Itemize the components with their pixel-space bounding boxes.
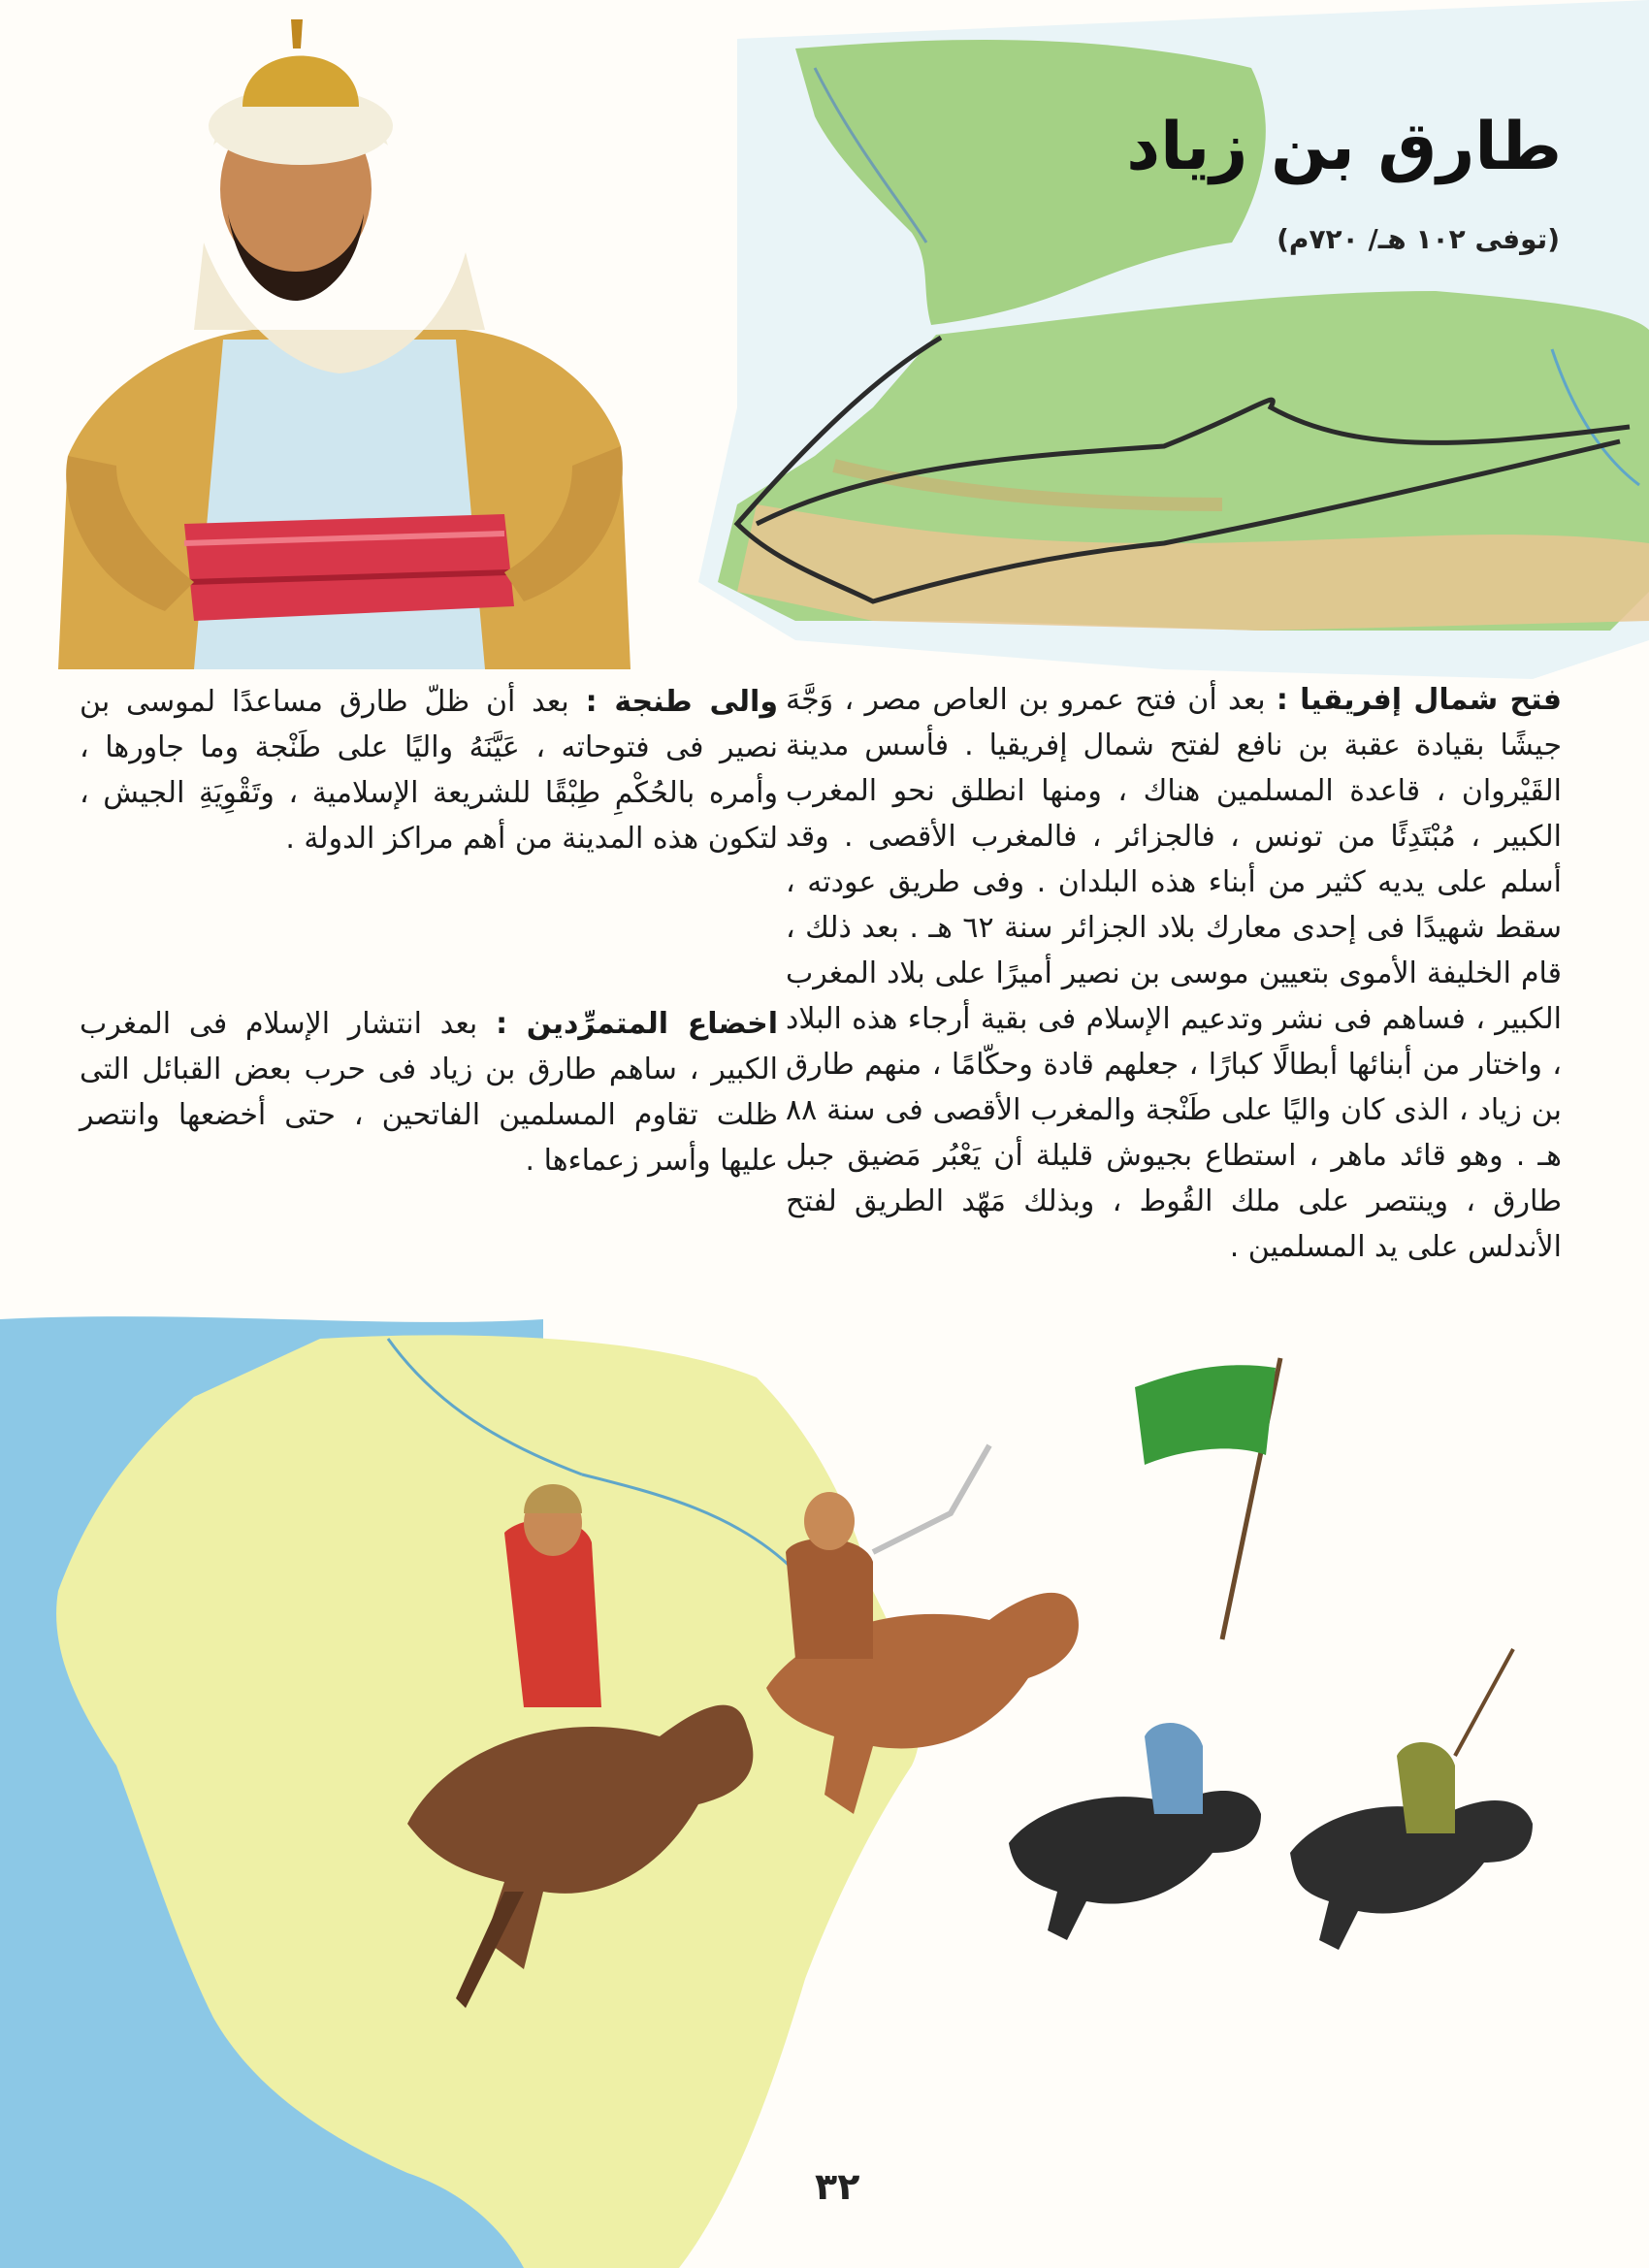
green-banner: [1135, 1365, 1276, 1465]
death-date: (توفى ١٠٢ هـ/ ٧٢٠م): [1277, 223, 1560, 255]
page-number: ٣٢: [815, 2165, 860, 2208]
section-heading: فتح شمال إفريقيا :: [1276, 683, 1562, 717]
cavalry-map-illustration: [0, 1316, 1533, 2268]
section-conquest-of-north-africa: [786, 677, 1562, 1270]
section-heading: اخضاع المتمرِّدين :: [496, 1007, 778, 1041]
section-body: بعد انتشار الإسلام فى المغرب الكبير ، ساهم طارق بن زياد فى حرب بعض القبائل التى ظلت تقاوم المسلمين الفاتحين ، حتى أخضعها وانتصر عليها وأسر زعماءها .: [80, 1007, 778, 1178]
strait-map-illustration: [698, 0, 1649, 679]
page-title: طارق بن زياد: [1126, 109, 1562, 185]
section-subduing-rebels: [80, 1001, 778, 1183]
section-heading: والى طنجة :: [585, 685, 778, 719]
section-body: بعد أن فتح عمرو بن العاص مصر ، وَجَّهَ جيشًا بقيادة عقبة بن نافع لفتح شمال إفريقيا . فأسس مدينة القَيْروان ، قاعدة المسلمين هناك ، ومنها انطلق نحو المغرب الكبير ، مُبْتَدِئًا من تونس ، فالجزائر ، فالمغرب الأقصى . وقد أسلم على يديه كثير من أبناء هذه البلدان . وفى طريق عودته ، سقط شهيدًا فى إحدى معارك بلاد الجزائر سنة ٦٢ هـ . بعد ذلك ، قام الخليفة الأموى بتعيين موسى بن نصير أميرًا على بلاد المغرب الكبير ، فساهم فى نشر وتدعيم الإسلام فى بقية أرجاء هذه البلاد ، واختار من أبنائها أبطالًا كبارًا ، جعلهم قادة وحكّامًا ، منهم طارق بن زياد ، الذى كان واليًا على طَنْجة والمغرب الأقصى فى سنة ٨٨ هـ . وهو قائد ماهر ، استطاع بجيوش قليلة أن يَعْبُر مَضيق جبل طارق ، وينتصر على ملك القُوط ، وبذلك مَهّد الطريق لفتح الأندلس على يد المسلمين .: [786, 683, 1562, 1264]
section-body: بعد أن ظلّ طارق مساعدًا لموسى بن نصير فى فتوحاته ، عَيَّنَهُ واليًا على طَنْجة وما جاورها ، وأمره بالحُكْمِ طِبْقًا للشريعة الإسلامية ، وتَقْوِيَةِ الجيش ، لتكون هذه المدينة من أهم مراكز الدولة .: [80, 685, 778, 856]
warrior-portrait-illustration: [58, 19, 630, 669]
section-governor-of-tangier: [80, 679, 778, 861]
